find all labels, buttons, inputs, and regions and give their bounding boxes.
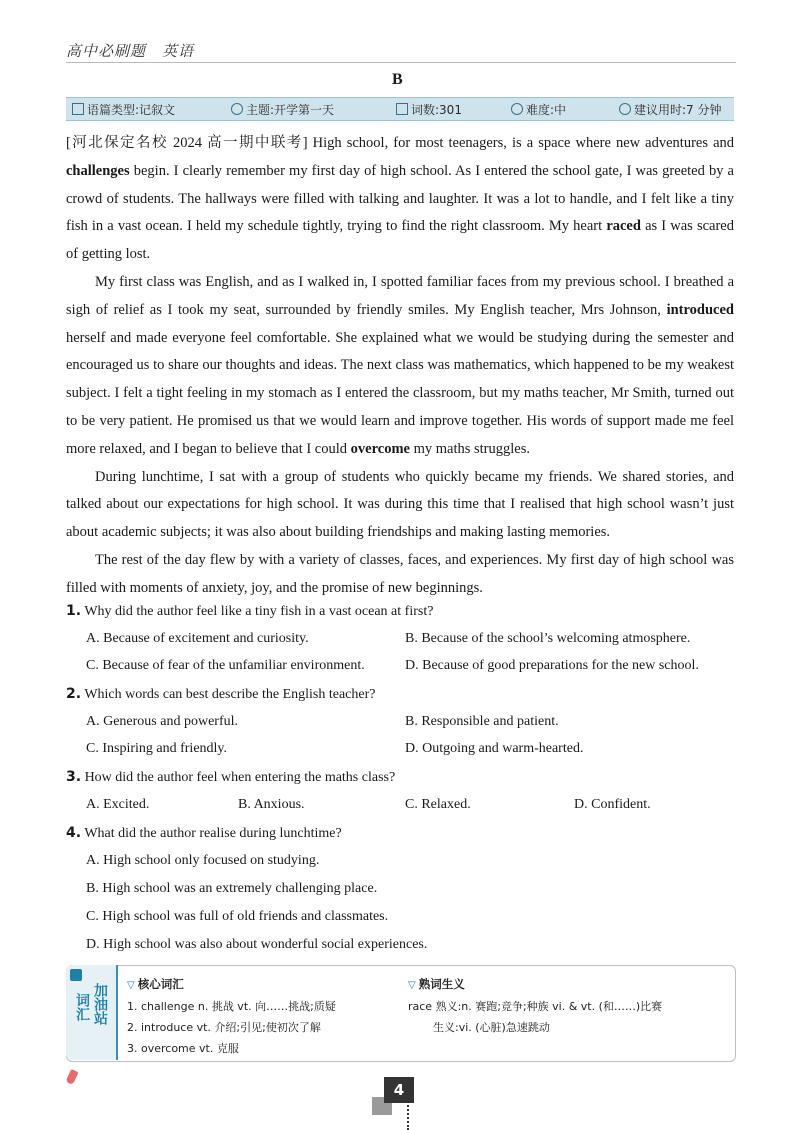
keyword-challenges: challenges: [66, 162, 130, 179]
question-3: [66, 769, 395, 786]
q1-option-b[interactable]: B. Because of the school’s welcoming atmosphere.: [405, 631, 691, 646]
source-tag: [河北保定名校 2024 高一期中联考]: [66, 135, 308, 151]
notebook-icon: [70, 969, 82, 981]
section-letter: B: [392, 71, 403, 88]
familiar-word-title-text: 熟词生义: [418, 977, 465, 991]
question-text: Why did the author feel like a tiny fish in a vast ocean at first?: [84, 604, 434, 619]
word-count-item: [396, 101, 462, 118]
p1-text-b: begin. I clearly remember my first day of high school. As I entered the school gate, I was greeted by a crowd of students. The hallways were filled with talking and laughter. It was a lot to handle, and I felt like a tiny fish in a vast ocean. I held my schedule tightly, trying to find the right classroom. My heart: [66, 162, 734, 235]
familiar-item-2: 生义:vi. (心脏)急速跳动: [433, 1021, 550, 1034]
q2-option-b[interactable]: B. Responsible and patient.: [405, 714, 559, 729]
genre-item: [72, 101, 175, 118]
gauge-icon: [511, 103, 523, 115]
reading-passage: [66, 130, 734, 603]
topic-label: 主题:开学第一天: [246, 103, 335, 117]
question-text: Which words can best describe the English teacher?: [84, 687, 376, 702]
p2-text-a: My first class was English, and as I walked in, I spotted familiar faces from my previous school. I breathed a sigh of relief as I took my seat, surrounded by friendly smiles. My English teacher, Mrs Johnson,: [66, 273, 734, 318]
question-4: [66, 825, 342, 842]
q3-option-a[interactable]: A. Excited.: [86, 797, 150, 812]
genre-label: 语篇类型:记叙文: [87, 103, 176, 117]
vocab-side-label-b: 加油站: [92, 983, 108, 1025]
familiar-word-title: [408, 976, 465, 992]
page-number: 4: [384, 1077, 414, 1103]
time-label: 建议用时:7 分钟: [634, 103, 722, 117]
triangle-icon: ▽: [127, 980, 135, 991]
p1-text-c: as I was scared of getting lost.: [66, 218, 734, 263]
book-title: 高中必刷题 英语: [66, 42, 195, 60]
topic-item: [231, 101, 334, 118]
header-rule: [66, 62, 736, 63]
paragraph-2: [66, 269, 734, 464]
p2-text-c: my maths struggles.: [409, 440, 530, 457]
core-vocab-title-text: 核心词汇: [137, 977, 184, 991]
word-count-label: 词数:301: [411, 103, 462, 117]
q4-option-a[interactable]: A. High school only focused on studying.: [86, 853, 320, 868]
difficulty-label: 难度:中: [526, 103, 567, 117]
passage-info-bar: [66, 97, 734, 121]
search-icon: [231, 103, 243, 115]
q1-option-a[interactable]: A. Because of excitement and curiosity.: [86, 631, 309, 646]
core-item-1: 1. challenge n. 挑战 vt. 向……挑战;质疑: [127, 1000, 336, 1013]
question-number: 1.: [66, 603, 82, 619]
q4-option-d[interactable]: D. High school was also about wonderful social experiences.: [86, 937, 428, 952]
question-text: How did the author feel when entering the maths class?: [84, 770, 396, 785]
paragraph-4: The rest of the day flew by with a variety of classes, faces, and experiences. My first day of high school was filled with moments of anxiety, joy, and the promise of new beginnings.: [66, 551, 734, 596]
vocab-sidebar: [66, 965, 118, 1060]
question-2: [66, 686, 375, 703]
familiar-item-1: race 熟义:n. 赛跑;竞争;种族 vi. & vt. (和……)比赛: [408, 1000, 663, 1013]
question-number: 2.: [66, 686, 82, 702]
pencil-icon: [65, 1069, 78, 1085]
q1-option-d[interactable]: D. Because of good preparations for the new school.: [405, 658, 699, 673]
core-item-3: 3. overcome vt. 克服: [127, 1042, 239, 1055]
time-item: [619, 101, 722, 118]
p2-text-b: herself and made everyone feel comfortable. She explained what we would be studying during the semester and encouraged us to share our thoughts and ideas. The next class was mathematics, which happened to be my weakest subject. I felt a tight feeling in my stomach as I entered the classroom, but my maths teacher, Mr Smith, turned out to be very patient. He promised us that we would learn and improve together. His words of support made me feel more relaxed, and I began to believe that I could: [66, 329, 734, 457]
p1-text-a: High school, for most teenagers, is a space where new adventures and: [307, 135, 734, 151]
question-text: What did the author realise during lunchtime?: [84, 826, 342, 841]
difficulty-item: [511, 101, 566, 118]
keyword-overcome: overcome: [350, 440, 410, 457]
question-1: [66, 603, 433, 620]
dotted-divider: [407, 1090, 410, 1130]
q2-option-d[interactable]: D. Outgoing and warm-hearted.: [405, 741, 584, 756]
core-vocab-title: [127, 976, 184, 992]
book-icon: [72, 103, 84, 115]
q3-option-c[interactable]: C. Relaxed.: [405, 797, 471, 812]
q2-option-a[interactable]: A. Generous and powerful.: [86, 714, 239, 729]
q2-option-c[interactable]: C. Inspiring and friendly.: [86, 741, 228, 756]
clock-icon: [619, 103, 631, 115]
keyword-raced: raced: [606, 218, 641, 235]
paragraph-1: [66, 130, 734, 269]
counter-icon: [396, 103, 408, 115]
keyword-introduced: introduced: [666, 301, 734, 318]
vocab-side-label-a: 词汇: [74, 993, 90, 1021]
q4-option-c[interactable]: C. High school was full of old friends and classmates.: [86, 909, 389, 924]
question-number: 4.: [66, 825, 82, 841]
paragraph-3: During lunchtime, I sat with a group of students who quickly became my friends. We shared stories, and talked about our expectations for high school. It was during this time that I realised that high school wasn’t just about academic subjects; it was also about building friendships and making lasting memories.: [66, 468, 734, 541]
q4-option-b[interactable]: B. High school was an extremely challenging place.: [86, 881, 378, 896]
q3-option-b[interactable]: B. Anxious.: [238, 797, 305, 812]
core-item-2: 2. introduce vt. 介绍;引见;使初次了解: [127, 1021, 321, 1034]
triangle-icon: ▽: [408, 980, 416, 991]
q1-option-c[interactable]: C. Because of fear of the unfamiliar environment.: [86, 658, 365, 673]
question-number: 3.: [66, 769, 82, 785]
q3-option-d[interactable]: D. Confident.: [574, 797, 651, 812]
